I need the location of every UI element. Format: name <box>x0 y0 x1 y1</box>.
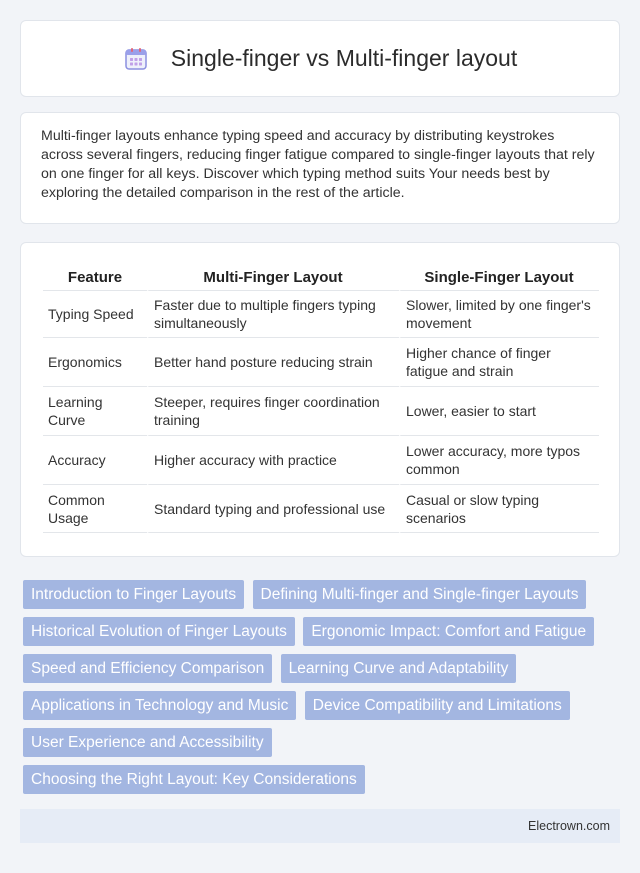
multi-finger-cell: Faster due to multiple fingers typing simultaneously <box>147 290 399 337</box>
multi-finger-cell: Better hand posture reducing strain <box>147 337 399 386</box>
intro-paragraph: Multi-finger layouts enhance typing speed and accuracy by distributing keystrokes across several fingers, reducing finger fatigue compared to single-finger layouts that rely on one finger for all keys. Discover which typing method suits Your needs best by exploring the detailed comparison in the rest of the article. <box>41 128 595 201</box>
single-finger-cell: Higher chance of finger fatigue and strain <box>399 337 599 386</box>
single-finger-cell: Lower, easier to start <box>399 386 599 435</box>
page-title: Single-finger vs Multi-finger layout <box>170 45 518 71</box>
header-feature: Feature <box>67 269 123 286</box>
tag-choosing-layout[interactable]: Choosing the Right Layout: Key Considerations <box>23 765 365 794</box>
feature-cell: Common Usage <box>43 484 147 533</box>
table-row <box>43 337 599 386</box>
tag-ergonomics[interactable]: Ergonomic Impact: Comfort and Fatigue <box>303 617 594 646</box>
footer <box>20 809 620 843</box>
title-card <box>20 20 620 97</box>
single-finger-cell: Slower, limited by one finger's movement <box>399 290 599 337</box>
tag-introduction[interactable]: Introduction to Finger Layouts <box>23 580 244 609</box>
footer-brand[interactable]: Electrown.com <box>528 819 610 833</box>
multi-finger-cell: Steeper, requires finger coordination training <box>147 386 399 435</box>
tag-history[interactable]: Historical Evolution of Finger Layouts <box>23 617 295 646</box>
comparison-table <box>43 265 599 533</box>
multi-finger-cell: Higher accuracy with practice <box>147 435 399 484</box>
tag-applications[interactable]: Applications in Technology and Music <box>23 691 296 720</box>
header-multi-finger: Multi-Finger Layout <box>203 269 343 286</box>
tag-definitions[interactable]: Defining Multi-finger and Single-finger Layouts <box>253 580 587 609</box>
table-row <box>43 290 599 337</box>
header-single-finger: Single-Finger Layout <box>424 269 574 286</box>
tag-user-experience[interactable]: User Experience and Accessibility <box>23 728 272 757</box>
table-header-row <box>43 265 599 290</box>
table-row <box>43 435 599 484</box>
calendar-icon <box>123 46 149 72</box>
tag-compatibility[interactable]: Device Compatibility and Limitations <box>305 691 570 720</box>
feature-cell: Learning Curve <box>43 386 147 435</box>
topic-tags <box>23 580 620 802</box>
intro-card <box>20 112 620 224</box>
tag-speed[interactable]: Speed and Efficiency Comparison <box>23 654 272 683</box>
feature-cell: Ergonomics <box>43 337 147 386</box>
comparison-card <box>20 242 620 557</box>
single-finger-cell: Lower accuracy, more typos common <box>399 435 599 484</box>
multi-finger-cell: Standard typing and professional use <box>147 484 399 533</box>
tag-learning-curve[interactable]: Learning Curve and Adaptability <box>281 654 517 683</box>
feature-cell: Accuracy <box>43 435 147 484</box>
single-finger-cell: Casual or slow typing scenarios <box>399 484 599 533</box>
table-row <box>43 386 599 435</box>
feature-cell: Typing Speed <box>43 290 147 337</box>
table-row <box>43 484 599 533</box>
